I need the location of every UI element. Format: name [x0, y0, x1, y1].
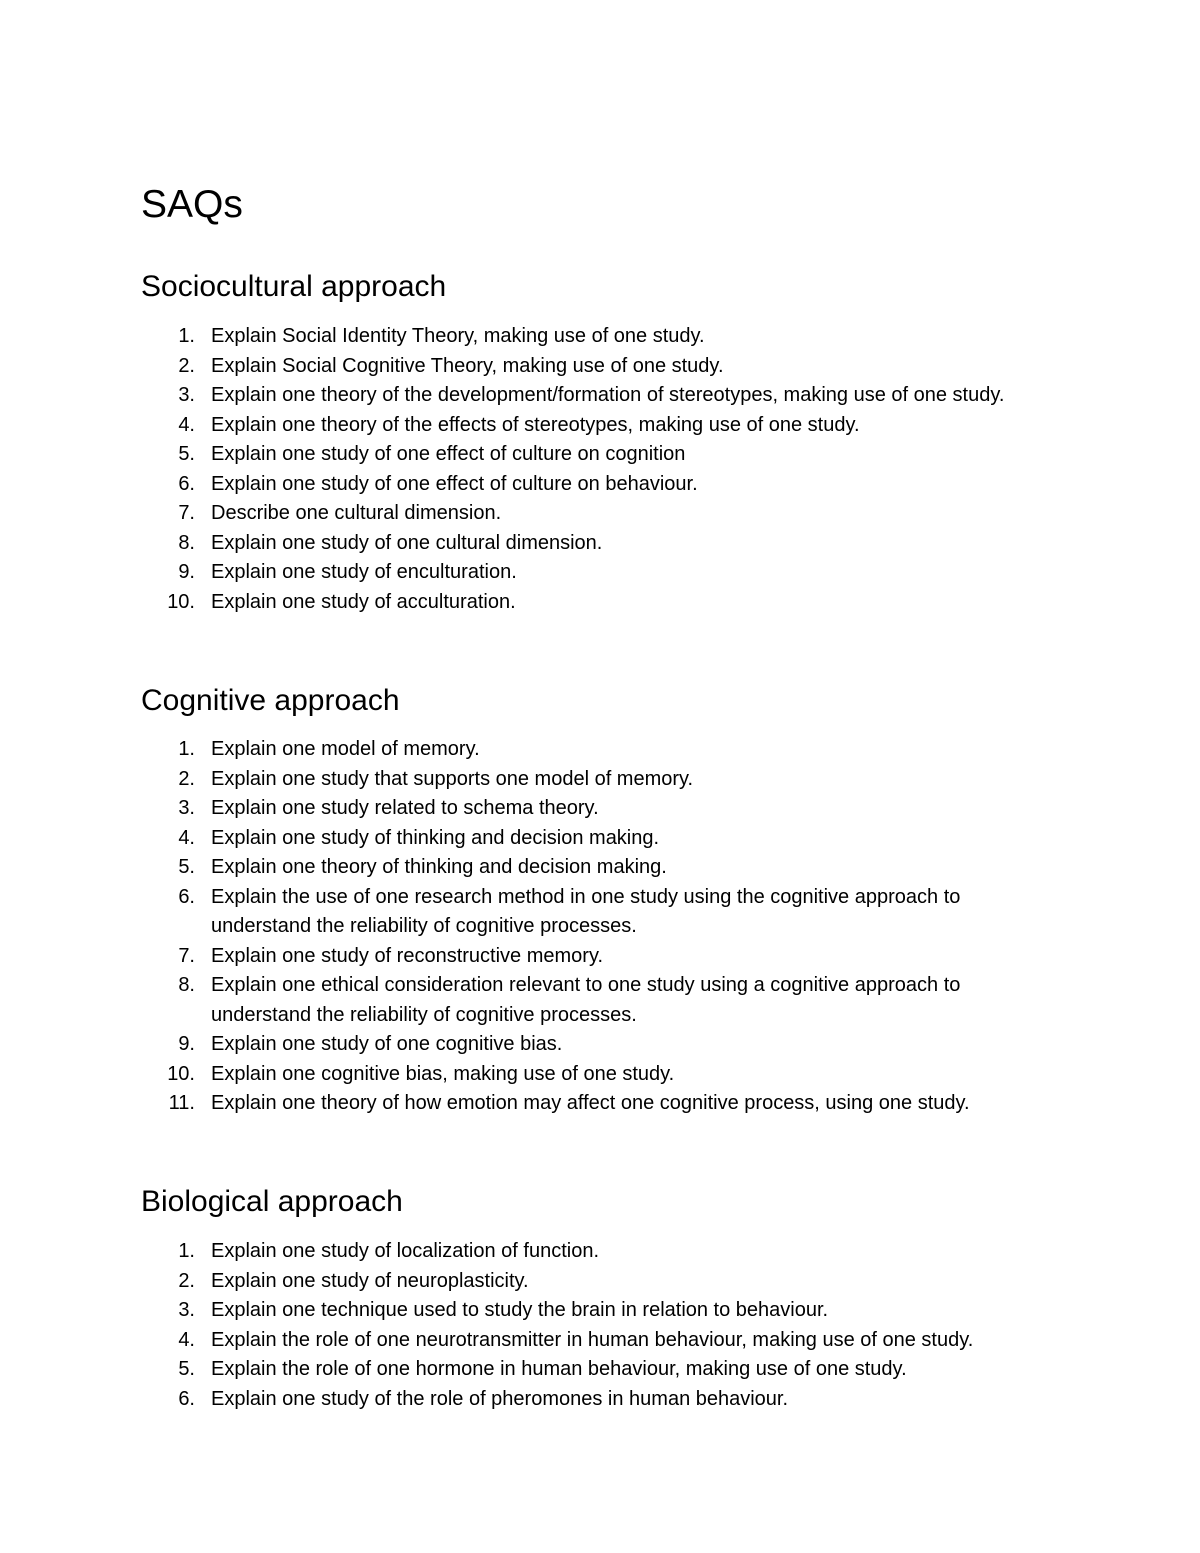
section-heading-cognitive: Cognitive approach: [141, 684, 400, 717]
section-heading-sociocultural: Sociocultural approach: [141, 270, 447, 303]
list-item: [0, 765, 1200, 795]
item-text: Explain one study that supports one model of memory.: [211, 767, 694, 790]
item-number: 8.: [178, 974, 195, 996]
list-item: [0, 1355, 1200, 1385]
item-text: Explain one theory of how emotion may affect one cognitive process, using one study.: [211, 1092, 970, 1114]
item-text: Explain the role of one neurotransmitter in human behaviour, making use of one study.: [211, 1328, 974, 1351]
list-item: [0, 883, 1200, 942]
list-item: [0, 1326, 1200, 1356]
list-item: [0, 322, 1200, 352]
item-text: Explain the use of one research method in one study using the cognitive approach to understand the reliability of cognitive processes.: [211, 885, 961, 937]
item-text: Explain one study of thinking and decision making.: [211, 826, 660, 849]
list-item: [0, 352, 1200, 382]
question-list-sociocultural: [0, 322, 1200, 617]
item-number: 3.: [178, 797, 195, 819]
item-text: Explain one ethical consideration relevant to one study using a cognitive approach to understand the reliability of cognitive processes.: [211, 974, 961, 1026]
item-text: Explain one technique used to study the brain in relation to behaviour.: [211, 1299, 829, 1321]
question-list-cognitive: [0, 735, 1200, 1119]
item-number: 4.: [178, 826, 195, 849]
list-item: [0, 942, 1200, 972]
item-number: 2.: [178, 1269, 195, 1292]
item-number: 1.: [178, 1240, 195, 1262]
item-text: Explain Social Identity Theory, making use of one study.: [211, 325, 705, 347]
item-text: Explain one study of the role of pheromones in human behaviour.: [211, 1387, 789, 1410]
item-number: 7.: [178, 944, 195, 967]
item-number: 11.: [168, 1092, 195, 1114]
item-text: Explain one theory of the development/formation of stereotypes, making use of one study.: [211, 384, 1005, 406]
item-number: 1.: [178, 738, 195, 760]
item-number: 2.: [178, 767, 195, 790]
list-item: [0, 1030, 1200, 1060]
list-item: [0, 411, 1200, 441]
item-text: Explain one study of one cultural dimension.: [211, 531, 603, 554]
section-heading-biological: Biological approach: [141, 1185, 403, 1218]
item-text: Explain one study of localization of function.: [211, 1240, 600, 1262]
item-number: 9.: [178, 1033, 195, 1055]
list-item: [0, 1237, 1200, 1267]
item-number: 6.: [178, 1387, 195, 1410]
page-title: SAQs: [141, 183, 243, 226]
item-number: 7.: [178, 502, 195, 524]
item-number: 8.: [178, 531, 195, 554]
item-text: Explain Social Cognitive Theory, making use of one study.: [211, 354, 724, 377]
item-number: 5.: [178, 856, 195, 878]
list-item: [0, 735, 1200, 765]
item-text: Describe one cultural dimension.: [211, 502, 502, 524]
list-item: [0, 794, 1200, 824]
list-item: [0, 1089, 1200, 1119]
list-item: [0, 558, 1200, 588]
item-text: Explain the role of one hormone in human behaviour, making use of one study.: [211, 1358, 907, 1380]
item-text: Explain one theory of thinking and decision making.: [211, 856, 667, 878]
item-number: 3.: [178, 384, 195, 406]
item-text: Explain one study related to schema theory.: [211, 797, 599, 819]
item-number: 10.: [167, 590, 195, 613]
item-text: Explain one study of acculturation.: [211, 590, 516, 613]
list-item: [0, 1060, 1200, 1090]
item-text: Explain one study of one effect of culture on cognition: [211, 443, 686, 465]
item-number: 6.: [178, 472, 195, 495]
list-item: [0, 853, 1200, 883]
item-text: Explain one cognitive bias, making use of one study.: [211, 1062, 675, 1085]
item-number: 9.: [178, 561, 195, 583]
item-number: 10.: [167, 1062, 195, 1085]
item-number: 1.: [178, 325, 195, 347]
list-item: [0, 1296, 1200, 1326]
list-item: [0, 824, 1200, 854]
item-text: Explain one study of one cognitive bias.: [211, 1033, 563, 1055]
list-item: [0, 470, 1200, 500]
question-list-biological: [0, 1237, 1200, 1414]
item-number: 3.: [178, 1299, 195, 1321]
list-item: [0, 499, 1200, 529]
list-item: [0, 381, 1200, 411]
item-text: Explain one study of one effect of culture on behaviour.: [211, 472, 698, 495]
item-number: 4.: [178, 413, 195, 436]
item-number: 5.: [178, 443, 195, 465]
item-number: 5.: [178, 1358, 195, 1380]
list-item: [0, 971, 1200, 1030]
item-text: Explain one theory of the effects of stereotypes, making use of one study.: [211, 413, 860, 436]
list-item: [0, 440, 1200, 470]
item-number: 4.: [178, 1328, 195, 1351]
list-item: [0, 1267, 1200, 1297]
list-item: [0, 529, 1200, 559]
item-text: Explain one study of reconstructive memory.: [211, 944, 604, 967]
item-text: Explain one study of neuroplasticity.: [211, 1269, 529, 1292]
item-number: 2.: [178, 354, 195, 377]
list-item: [0, 1385, 1200, 1415]
list-item: [0, 588, 1200, 618]
item-text: Explain one study of enculturation.: [211, 561, 517, 583]
item-number: 6.: [178, 885, 195, 908]
item-text: Explain one model of memory.: [211, 738, 480, 760]
